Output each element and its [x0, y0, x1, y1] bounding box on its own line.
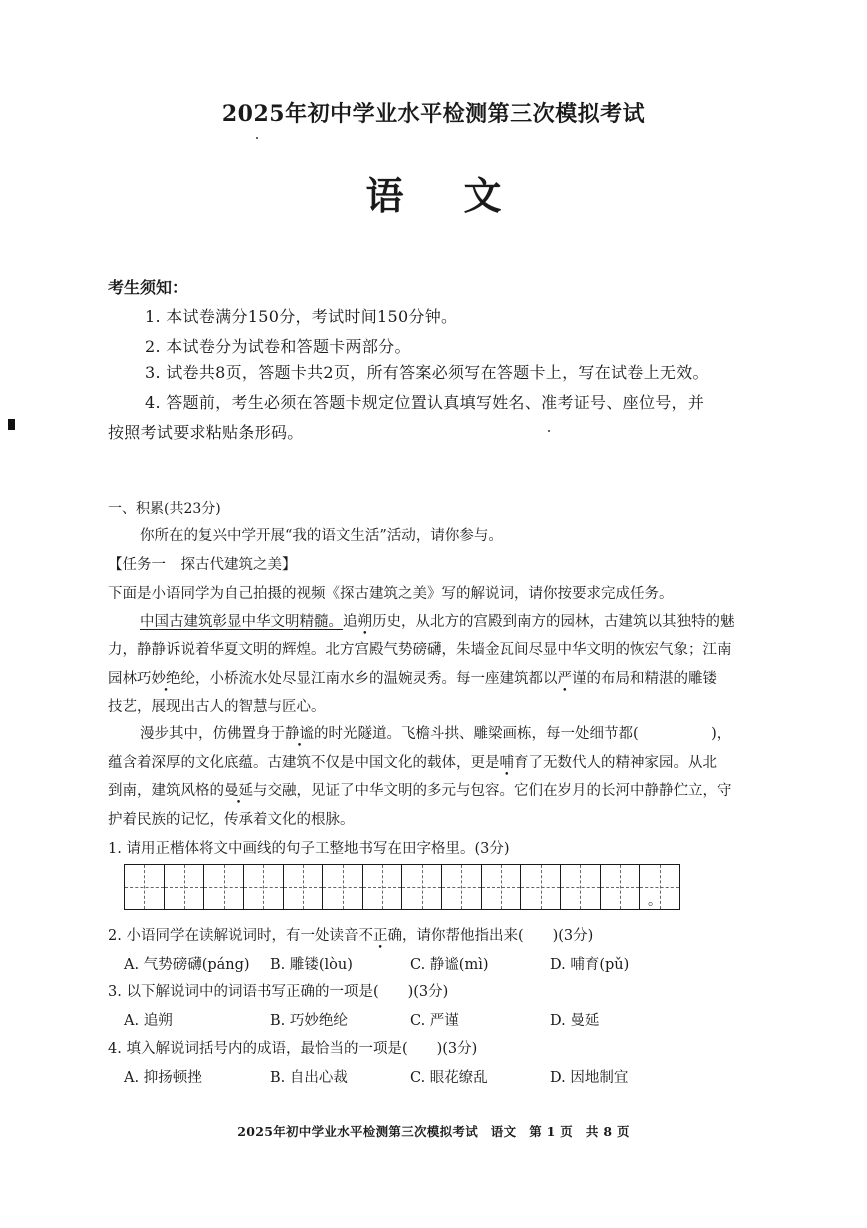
- passage-line: 园林巧妙绝纶，小桥流水处尽显江南水乡的温婉灵秀。每一座建筑都以严谨的布局和精湛的雕镂: [108, 671, 717, 687]
- passage-line: 技艺，展现出古人的智慧与匠心。: [108, 699, 326, 715]
- passage-line: 力，静静诉说着华夏文明的辉煌。北方宫殿气势磅礴，朱墙金瓦间尽显中华文明的恢宏气象；江南: [108, 642, 732, 658]
- scan-mark: [8, 419, 15, 430]
- section-heading: 一、积累(共23分): [108, 501, 221, 517]
- option-b[interactable]: B. 巧妙绝纶: [270, 1013, 348, 1029]
- grid-cell[interactable]: [482, 865, 522, 909]
- dotted-word: 曼延: [224, 783, 253, 799]
- passage-line: 到南，建筑风格的曼延与交融，见证了中华文明的多元与包容。它们在岁月的长河中静静伫立，守: [108, 783, 732, 799]
- question-4: 4. 填入解说词括号内的成语，最恰当的一项是( )(3分): [108, 1041, 478, 1057]
- dotted-word: 哺: [499, 755, 514, 771]
- notice-item-3: 3. 试卷共8页，答题卡共2页，所有答案必须写在答题卡上，写在试卷上无效。: [145, 363, 709, 382]
- option-a[interactable]: A. 抑扬顿挫: [124, 1070, 202, 1086]
- dotted-word: 静谧: [285, 726, 314, 742]
- notice-item-1: 1. 本试卷满分150分，考试时间150分钟。: [145, 307, 458, 326]
- grid-cell[interactable]: [561, 865, 601, 909]
- section-intro: 你所在的复兴中学开展“我的语文生活”活动，请你参与。: [140, 528, 503, 544]
- exam-title: 2025年初中学业水平检测第三次模拟考试: [221, 101, 646, 127]
- option-c[interactable]: C. 眼花缭乱: [410, 1070, 488, 1086]
- grid-cell[interactable]: [125, 865, 165, 909]
- question-2: 2. 小语同学在读解说词时，有一处读音不正确，请你帮他指出来( )(3分): [108, 928, 594, 944]
- grid-cell[interactable]: [323, 865, 363, 909]
- passage-line: 漫步其中，仿佛置身于静谧的时光隧道。飞檐斗拱、雕梁画栋，每一处细节都( )，: [140, 726, 732, 742]
- passage-line: 蕴含着深厚的文化底蕴。古建筑不仅是中国文化的载体，更是哺育了无数代人的精神家园。从北: [108, 755, 717, 771]
- notice-item-4-cont: 按照考试要求粘贴条形码。: [108, 423, 304, 442]
- task-heading: 【任务一 探古代建筑之美】: [108, 557, 297, 573]
- option-a[interactable]: A. 追朔: [124, 1013, 173, 1029]
- dotted-word: 严: [557, 671, 572, 687]
- notice-item-4: 4. 答题前，考生必须在答题卡规定位置认真填写姓名、准考证号、座位号，并: [145, 393, 705, 412]
- dotted-word: 朔: [357, 614, 372, 630]
- option-b[interactable]: B. 自出心裁: [270, 1070, 348, 1086]
- tianzige-grid[interactable]: [124, 864, 680, 910]
- option-c[interactable]: C. 严谨: [410, 1013, 459, 1029]
- grid-cell[interactable]: [204, 865, 244, 909]
- question-1: 1. 请用正楷体将文中画线的句子工整地书写在田字格里。(3分): [108, 841, 510, 857]
- passage-line: 护着民族的记忆，传承着文化的根脉。: [108, 812, 355, 828]
- grid-cell[interactable]: [402, 865, 442, 909]
- notice-item-2: 2. 本试卷分为试卷和答题卡两部分。: [145, 337, 411, 356]
- grid-cell[interactable]: [442, 865, 482, 909]
- grid-cell[interactable]: [601, 865, 641, 909]
- grid-cell[interactable]: [165, 865, 205, 909]
- subject-title: 语文: [365, 173, 562, 218]
- grid-cell[interactable]: [521, 865, 561, 909]
- grid-cell[interactable]: [363, 865, 403, 909]
- option-d[interactable]: D. 哺育(pǔ): [550, 957, 630, 973]
- option-a[interactable]: A. 气势磅礴(páng): [124, 957, 250, 973]
- option-c[interactable]: C. 静谧(mì): [410, 957, 489, 973]
- dotted-word: 巧妙绝纶: [137, 671, 195, 687]
- underlined-sentence: 中国古建筑彰显中华文明精髓。: [140, 614, 343, 630]
- page-footer: 2025年初中学业水平检测第三次模拟考试 语文 第 1 页 共 8 页: [237, 1124, 630, 1139]
- passage-line: 中国古建筑彰显中华文明精髓。追朔历史，从北方的宫殿到南方的园林，古建筑以其独特的魅: [140, 614, 735, 630]
- option-b[interactable]: B. 雕镂(lòu): [270, 957, 353, 973]
- task-intro: 下面是小语同学为自己拍摄的视频《探古建筑之美》写的解说词，请你按要求完成任务。: [108, 586, 674, 602]
- dotted-word: 不正确: [358, 928, 402, 944]
- grid-cell[interactable]: [244, 865, 284, 909]
- grid-period: 。: [648, 893, 662, 909]
- option-d[interactable]: D. 因地制宜: [550, 1070, 629, 1086]
- question-3: 3. 以下解说词中的词语书写正确的一项是( )(3分): [108, 984, 449, 1000]
- grid-cell[interactable]: [284, 865, 324, 909]
- option-d[interactable]: D. 曼延: [550, 1013, 600, 1029]
- scan-speck: [256, 137, 258, 139]
- notice-heading: 考生须知：: [108, 278, 189, 297]
- scan-speck: [548, 430, 550, 432]
